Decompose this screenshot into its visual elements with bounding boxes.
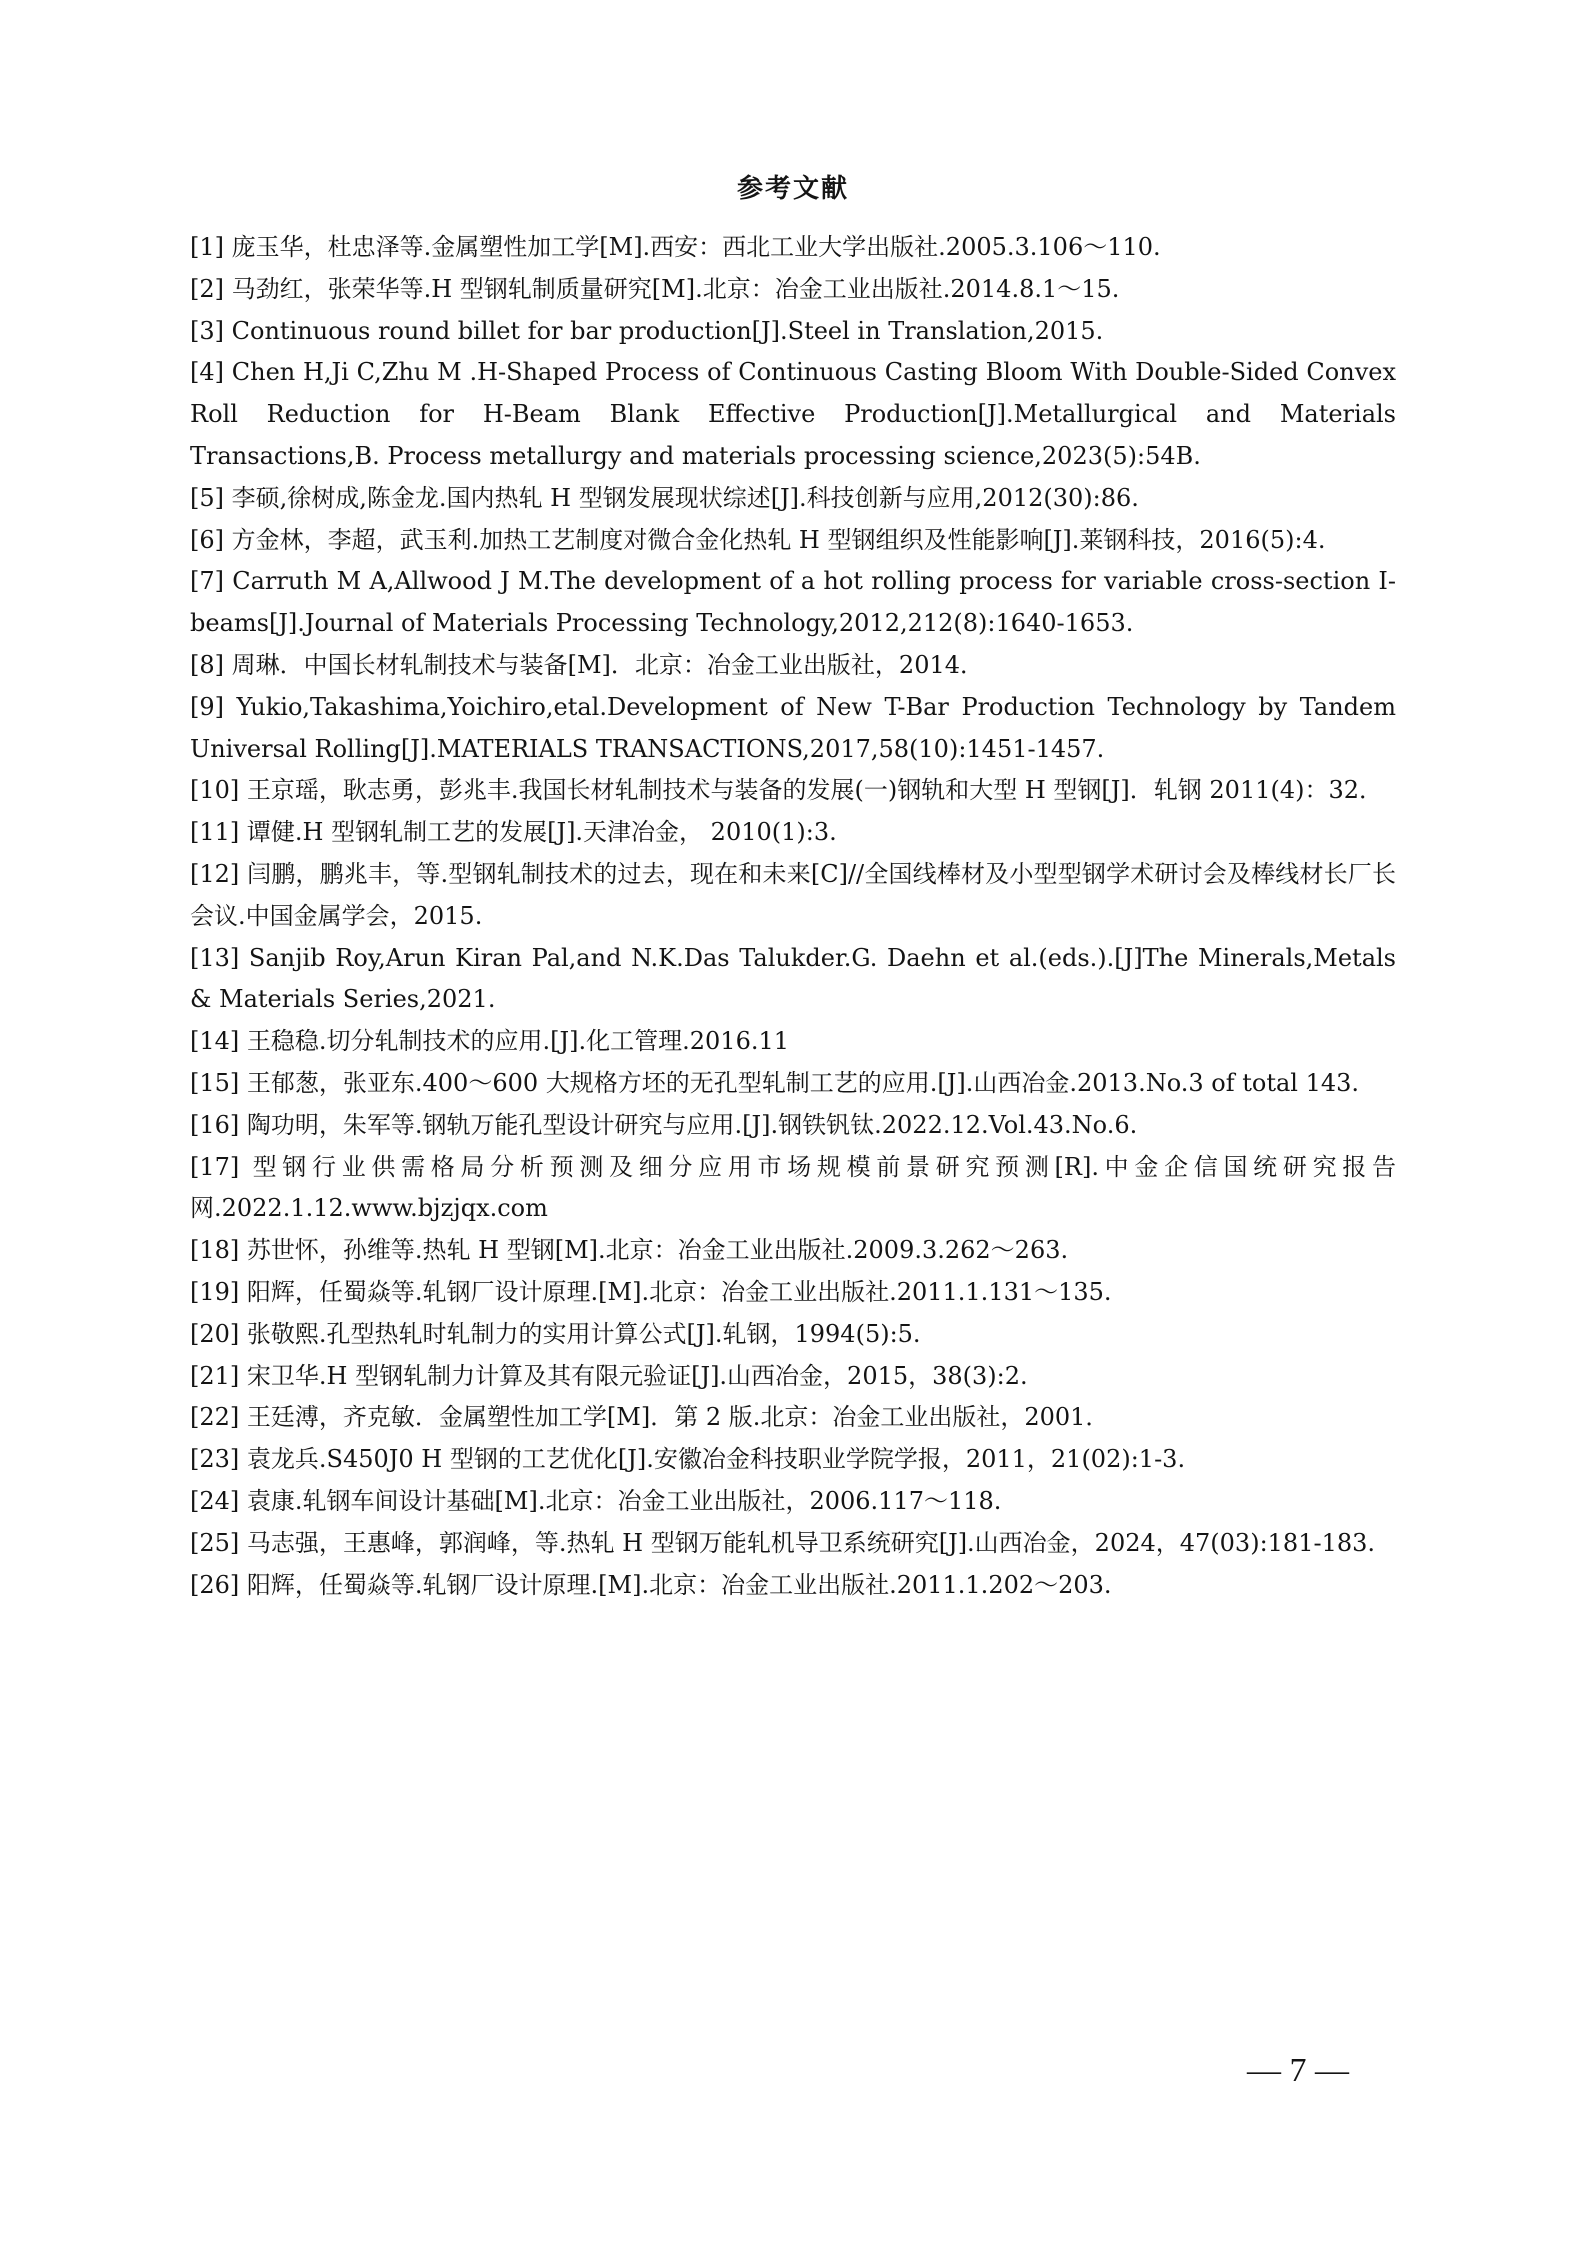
reference-item: [14] 王稳稳.切分轧制技术的应用.[J].化工管理.2016.11 — [190, 1027, 790, 1056]
reference-item: [4] Chen H,Ji C,Zhu M .H-Shaped Process of Continuous Casting Bloom With Double-Sided Convex Roll Reduction for H-Beam Blank Effective Production[J].Metallurgical and Materials Transactions,B. Process metallurgy and materials processing science,2023(5):54B. — [190, 358, 1396, 470]
reference-item: [25] 马志强，王惠峰，郭润峰，等.热轧 H 型钢万能轧机导卫系统研究[J].山西冶金，2024，47(03):181-183. — [190, 1528, 1376, 1557]
reference-item: [10] 王京瑶，耿志勇，彭兆丰.我国长材轧制技术与装备的发展(一)钢轨和大型 H 型钢[J]．轧钢 2011(4)：32． — [190, 776, 1384, 805]
reference-item: [1] 庞玉华，杜忠泽等.金属塑性加工学[M].西安：西北工业大学出版社.2005.3.106～110. — [190, 233, 1161, 261]
reference-item: [8] 周琳．中国长材轧制技术与装备[M]．北京：冶金工业出版社，2014． — [190, 650, 985, 679]
reference-item: [12] 闫鹏，鹏兆丰，等.型钢轧制技术的过去，现在和未来[C]//全国线棒材及小型型钢学术研讨会及棒线材长厂长会议.中国金属学会，2015. — [190, 859, 1396, 930]
reference-item: [3] Continuous round billet for bar production[J].Steel in Translation,2015. — [190, 316, 1104, 345]
page-number: — 7 — — [1247, 2052, 1349, 2089]
reference-item: [6] 方金林，李超，武玉利.加热工艺制度对微合金化热轧 H 型钢组织及性能影响[J].莱钢科技，2016(5):4. — [190, 525, 1326, 554]
reference-item: [21] 宋卫华.H 型钢轧制力计算及其有限元验证[J].山西冶金，2015，38(3):2. — [190, 1361, 1028, 1390]
reference-item: [13] Sanjib Roy,Arun Kiran Pal,and N.K.Das Talukder.G. Daehn et al.(eds.).[J]The Minerals,Metals & Materials Series,2021. — [190, 943, 1396, 1014]
reference-item: [16] 陶功明，朱军等.钢轨万能孔型设计研究与应用.[J].钢铁钒钛.2022.12.Vol.43.No.6. — [190, 1110, 1138, 1139]
reference-item: [19] 阳辉，任蜀焱等.轧钢厂设计原理.[M].北京：冶金工业出版社.2011.1.131～135. — [190, 1277, 1112, 1306]
reference-item: [22] 王廷溥，齐克敏．金属塑性加工学[M]．第 2 版.北京：冶金工业出版社，2001． — [190, 1403, 1110, 1432]
reference-item: [5] 李硕,徐树成,陈金龙.国内热轧 H 型钢发展现状综述[J].科技创新与应用,2012(30):86. — [190, 483, 1139, 512]
reference-item: [2] 马劲红，张荣华等.H 型钢轧制质量研究[M].北京：冶金工业出版社.2014.8.1～15. — [190, 274, 1120, 303]
reference-item: [26] 阳辉，任蜀焱等.轧钢厂设计原理.[M].北京：冶金工业出版社.2011.1.202～203. — [190, 1570, 1112, 1599]
references-title: 参考文献 — [736, 174, 849, 204]
reference-item: [20] 张敬熙.孔型热轧时轧制力的实用计算公式[J].轧钢，1994(5):5. — [190, 1319, 921, 1348]
reference-item: [24] 袁康.轧钢车间设计基础[M].北京：冶金工业出版社，2006.117～118. — [190, 1486, 1002, 1515]
reference-item: [11] 谭健.H 型钢轧制工艺的发展[J].天津冶金， 2010(1):3. — [190, 818, 837, 847]
reference-item: [23] 袁龙兵.S450J0 H 型钢的工艺优化[J].安徽冶金科技职业学院学报，2011，21(02):1-3. — [190, 1445, 1186, 1474]
reference-item: [15] 王郁葱，张亚东.400～600 大规格方坯的无孔型轧制工艺的应用.[J].山西冶金.2013.No.3 of total 143. — [190, 1068, 1360, 1097]
reference-item: [7] Carruth M A,Allwood J M.The development of a hot rolling process for variable cross-section I-beams[J].Journal of Materials Processing Technology,2012,212(8):1640-1653. — [190, 567, 1396, 638]
reference-item: [18] 苏世怀，孙维等.热轧 H 型钢[M].北京：冶金工业出版社.2009.3.262～263. — [190, 1236, 1069, 1265]
reference-item: [17] 型钢行业供需格局分析预测及细分应用市场规模前景研究预测[R].中金企信国统研究报告网.2022.1.12.www.bjzjqx.com — [190, 1152, 1396, 1223]
reference-item: [9] Yukio,Takashima,Yoichiro,etal.Development of New T-Bar Production Technology by Tandem Universal Rolling[J].MATERIALS TRANSACTIONS,2017,58(10):1451-1457. — [190, 692, 1396, 763]
reference-list — [190, 227, 1396, 1606]
